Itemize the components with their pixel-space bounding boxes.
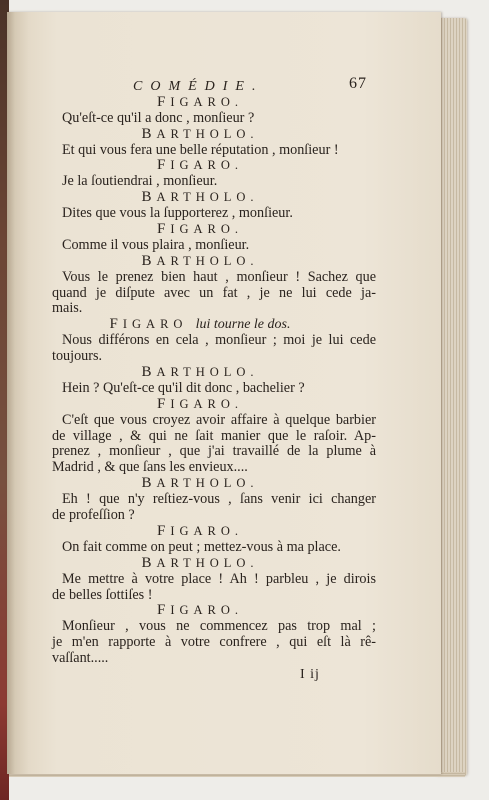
text-line: quand je diſpute avec un fat , je ne lui cede ja- <box>52 284 376 301</box>
running-head <box>52 75 376 95</box>
speaker-name: BARTHOLO. <box>141 189 259 206</box>
text-line: Dites que vous la ſupporterez , monſieur. <box>62 205 293 222</box>
text-line: C'eſt que vous croyez avoir affaire à quelque barbier <box>62 411 376 428</box>
speaker-name: BARTHOLO. <box>141 364 259 381</box>
text-line: prenez , monſieur , que j'ai travaillé de la plume à <box>52 443 376 460</box>
speaker-with-direction <box>52 317 348 333</box>
speaker-name: BARTHOLO. <box>141 475 259 492</box>
speaker-name: FIGARO. <box>156 93 244 110</box>
speaker-name: FIGARO. <box>156 395 244 412</box>
speaker-name: FIGARO. <box>156 157 244 174</box>
text-line: Monſieur , vous ne commencez pas trop mal ; <box>62 618 376 635</box>
text-line: Me mettre à votre place ! Ah ! parbleu , je dirois <box>62 570 376 587</box>
text-line: je m'en rapporte à votre confrere , qui eſt là rê- <box>52 634 376 651</box>
text-line: de village , & qui ne ſait manier que le raſoir. Ap- <box>52 427 376 444</box>
speaker-name: BARTHOLO. <box>141 252 259 269</box>
speaker-name: BARTHOLO. <box>141 125 259 142</box>
speaker-name: FIGARO. <box>156 221 244 238</box>
text-line: Qu'eſt-ce qu'il a donc , monſieur ? <box>62 109 255 126</box>
text-line: Nous différons en cela , monſieur ; moi je lui cede <box>62 332 376 349</box>
text-line: mais. <box>52 300 83 317</box>
text-block <box>52 75 376 683</box>
text-line: toujours. <box>52 348 103 365</box>
running-title: COMÉDIE. <box>133 79 264 94</box>
text-line: Eh ! que n'y reſtiez-vous , ſans venir ici changer <box>62 491 376 508</box>
stage-direction: lui tourne le dos. <box>195 317 291 333</box>
speaker-name: FIGARO <box>109 316 188 333</box>
text-line: Vous le prenez bien haut , monſieur ! Sachez que <box>62 268 376 285</box>
text-line: On fait comme on peut ; mettez-vous à ma place. <box>62 538 341 555</box>
text-line: vaſſant..... <box>52 650 109 667</box>
text-line: de belles ſottiſes ! <box>52 586 153 603</box>
speaker-name: FIGARO. <box>156 522 244 539</box>
text-line: Madrid , & que ſans les envieux.... <box>52 459 248 476</box>
signature-mark: I ij <box>300 666 320 682</box>
text-line: Je la ſoutiendrai , monſieur. <box>62 173 218 190</box>
text-line: de profeſſion ? <box>52 507 135 524</box>
text-line: Hein ? Qu'eſt-ce qu'il dit donc , bachelier ? <box>62 379 305 396</box>
text-line: Comme il vous plaira , monſieur. <box>62 236 250 253</box>
text-line: Et qui vous fera une belle réputation , monſieur ! <box>62 141 339 158</box>
speaker-name: FIGARO. <box>156 602 244 619</box>
page-number: 67 <box>349 75 367 92</box>
speaker-name: BARTHOLO. <box>141 554 259 571</box>
